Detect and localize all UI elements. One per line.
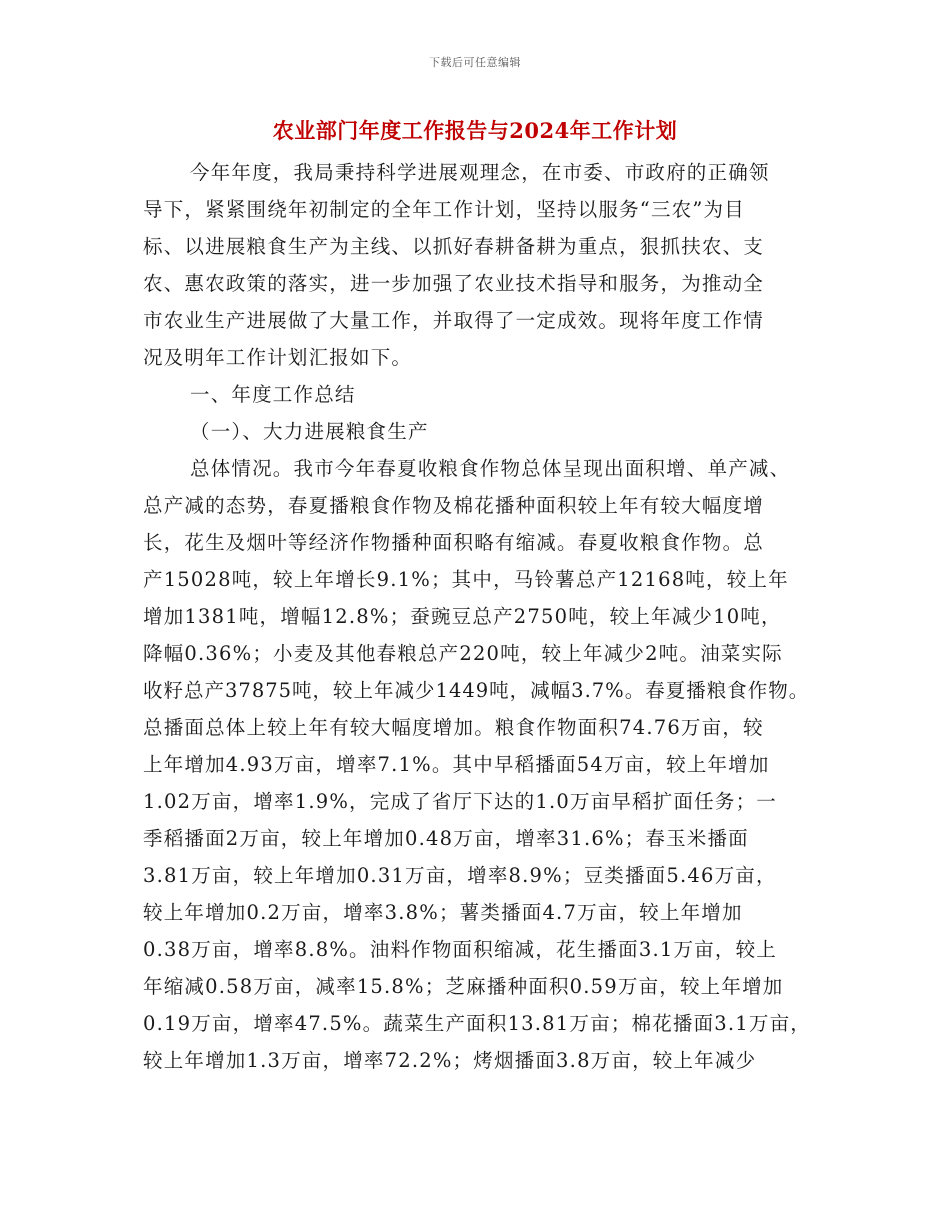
body-line: 年缩减0.58万亩，减率15.8%；芝麻播种面积0.59万亩，较上年增加	[143, 975, 784, 998]
body-line: 总体情况。我市今年春夏收粮食作物总体呈现出面积增、单产减、	[190, 457, 791, 480]
body-line: 较上年增加1.3万亩，增率72.2%；烤烟播面3.8万亩，较上年减少	[143, 1049, 757, 1072]
body-line: 总产减的态势，春夏播粮食作物及棉花播种面积较上年有较大幅度增	[143, 494, 765, 517]
body-line: 产15028吨，较上年增长9.1%；其中，马铃薯总产12168吨，较上年	[143, 568, 789, 591]
document-title: 农业部门年度工作报告与2024年工作计划	[272, 118, 678, 143]
page-header-note: 下载后可任意编辑	[429, 56, 521, 69]
body-line: 收籽总产37875吨，较上年减少1449吨，减幅3.7%。春夏播粮食作物。	[143, 679, 810, 702]
body-line: 季稻播面2万亩，较上年增加0.48万亩，增率31.6%；春玉米播面	[143, 827, 749, 850]
body-line: 0.38万亩，增率8.8%。油料作物面积缩减，花生播面3.1万亩，较上	[143, 938, 777, 961]
body-line: 今年年度，我局秉持科学进展观理念，在市委、市政府的正确领	[190, 161, 770, 184]
body-line: 0.19万亩，增率47.5%。蔬菜生产面积13.81万亩；棉花播面3.1万亩，	[143, 1012, 812, 1035]
section-heading: 一、年度工作总结	[190, 383, 356, 406]
body-line: 标、以进展粮食生产为主线、以抓好春耕备耕为重点，狠抓扶农、支	[143, 235, 765, 258]
body-line: 降幅0.36%；小麦及其他春粮总产220吨，较上年减少2吨。油菜实际	[143, 642, 783, 665]
body-line: 1.02万亩，增率1.9%，完成了省厅下达的1.0万亩早稻扩面任务；一	[143, 790, 777, 813]
subsection-heading: （一）、大力进展粮食生产	[190, 420, 429, 443]
body-line: 农、惠农政策的落实，进一步加强了农业技术指导和服务，为推动全	[143, 272, 765, 295]
body-line: 长，花生及烟叶等经济作物播种面积略有缩减。春夏收粮食作物。总	[143, 531, 765, 554]
body-line: 上年增加4.93万亩，增率7.1%。其中早稻播面54万亩，较上年增加	[143, 753, 770, 776]
body-line: 总播面总体上较上年有较大幅度增加。粮食作物面积74.76万亩，较	[143, 716, 764, 739]
body-line: 况及明年工作计划汇报如下。	[143, 346, 413, 369]
body-line: 市农业生产进展做了大量工作，并取得了一定成效。现将年度工作情	[143, 309, 765, 332]
body-line: 较上年增加0.2万亩，增率3.8%；薯类播面4.7万亩，较上年增加	[143, 901, 743, 924]
body-line: 增加1381吨，增幅12.8%；蚕豌豆总产2750吨，较上年减少10吨，	[143, 605, 782, 628]
body-line: 3.81万亩，较上年增加0.31万亩，增率8.9%；豆类播面5.46万亩，	[143, 864, 777, 887]
body-line: 导下，紧紧围绕年初制定的全年工作计划，坚持以服务“三农”为目	[143, 198, 745, 221]
